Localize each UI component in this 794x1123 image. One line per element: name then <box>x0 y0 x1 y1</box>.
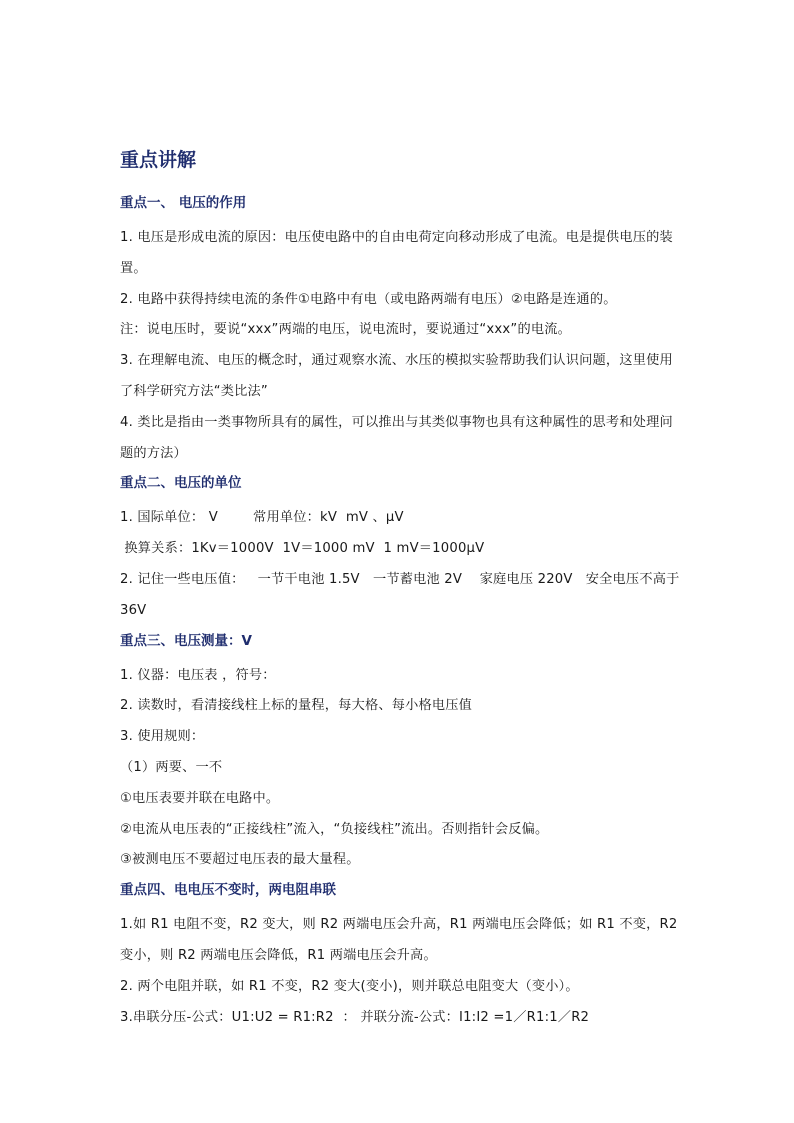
section-4 <box>120 880 680 1033</box>
paragraph: （1）两要、一不 <box>120 759 223 775</box>
page-title: 重点讲解 <box>120 149 197 171</box>
section-1 <box>120 193 680 469</box>
paragraph: ②电流从电压表的“正接线柱”流入，“负接线柱”流出。否则指针会反偏。 <box>120 821 549 837</box>
paragraph: 1. 仪器：电压表 ，符号： <box>120 667 276 683</box>
paragraph: 2. 两个电阻并联，如 R1 不变，R2 变大(变小)，则并联总电阻变大（变小）。 <box>120 978 579 994</box>
paragraph: ①电压表要并联在电路中。 <box>120 790 280 806</box>
paragraph: 注：说电压时，要说“xxx”两端的电压，说电流时，要说通过“xxx”的电流。 <box>120 322 572 338</box>
paragraph: 2. 读数时，看清接线柱上标的量程，每大格、每小格电压值 <box>120 698 473 714</box>
paragraph: 1. 电压是形成电流的原因：电压使电路中的自由电荷定向移动形成了电流。电是提供电压的装置。 <box>120 230 673 276</box>
paragraph: 3. 在理解电流、电压的概念时，通过观察水流、水压的模拟实验帮助我们认识问题，这里使用了科学研究方法“类比法” <box>120 353 673 399</box>
paragraph: 3.串联分压-公式：U1:U2 = R1:R2 ： 并联分流-公式：I1:I2 =1／R1:1／R2 <box>120 1009 590 1025</box>
paragraph: 4. 类比是指由一类事物所具有的属性，可以推出与其类似事物也具有这种属性的思考和处理问题的方法） <box>120 414 673 461</box>
paragraph: 3. 使用规则： <box>120 729 205 745</box>
section-title: 重点三、电压测量：V <box>120 632 252 649</box>
section-title: 重点四、电电压不变时，两电阻串联 <box>120 882 336 899</box>
document-page <box>120 146 684 1033</box>
section-title: 重点一、 电压的作用 <box>120 195 247 211</box>
paragraph: 1. 国际单位： V 常用单位：kV mV 、μV <box>120 510 404 526</box>
paragraph: 1.如 R1 电阻不变，R2 变大，则 R2 两端电压会升高，R1 两端电压会降低；如 R1 不变，R2 变小，则 R2 两端电压会降低，R1 两端电压会升高。 <box>120 917 682 963</box>
paragraph: 2. 电路中获得持续电流的条件①电路中有电（或电路两端有电压）②电路是连通的。 <box>120 291 617 307</box>
section-2 <box>120 473 684 626</box>
paragraph: ③被测电压不要超过电压表的最大量程。 <box>120 852 360 868</box>
section-title: 重点二、电压的单位 <box>120 475 242 492</box>
paragraph: 换算关系：1Kv＝1000V 1V＝1000 mV 1 mV＝1000μV <box>120 541 485 557</box>
paragraph: 2. 记住一些电压值： 一节干电池 1.5V 一节蓄电池 2V 家庭电压 220V 安全电压不高于 36V <box>120 571 684 618</box>
section-3 <box>120 631 680 877</box>
